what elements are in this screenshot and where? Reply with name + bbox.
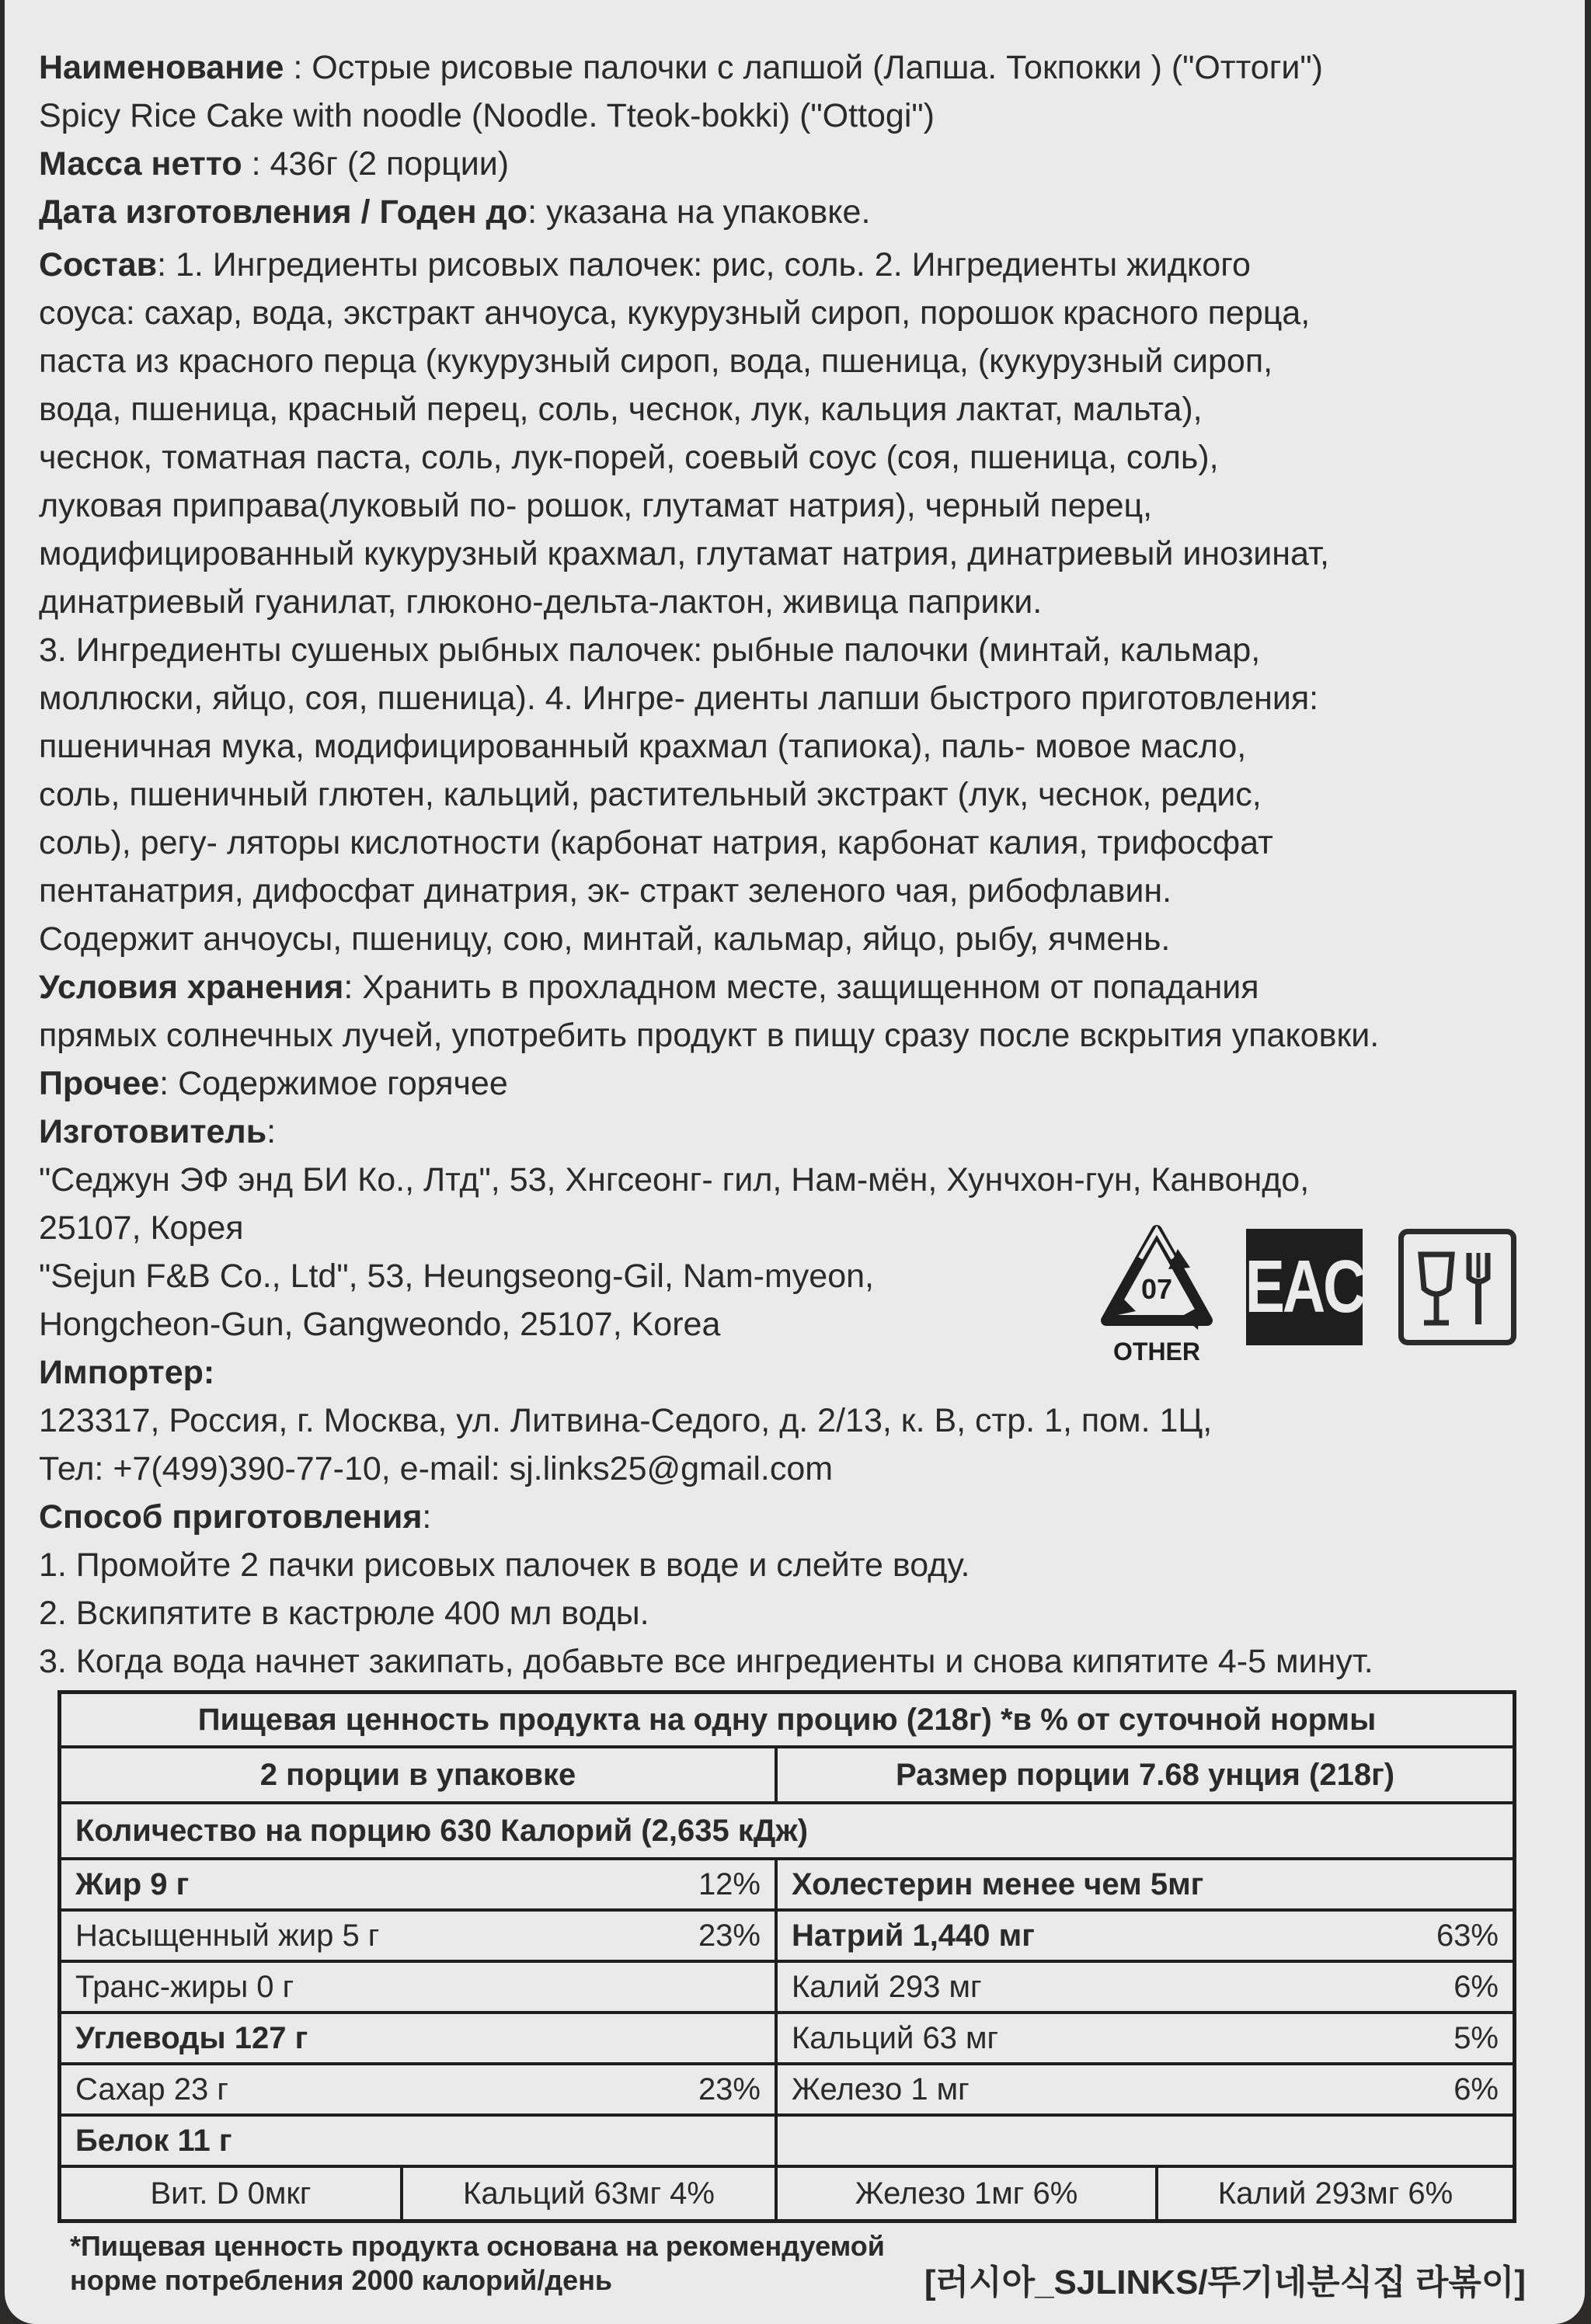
composition-text: соль), регу- ляторы кислотности (карбонат натрия, карбонат калия, трифосфат: [39, 824, 1273, 861]
storage-text: : Хранить в прохладном месте, защищенном от попадания: [343, 969, 1259, 1006]
importer-contact: Тел: +7(499)390-77-10, e-mail: sj.links25@gmail.com: [39, 1450, 834, 1487]
nutrient-sugar: Сахар 23 г: [75, 2072, 228, 2107]
manufacturer-text: "Седжун ЭФ энд БИ Ко., Лтд", 53, Хнгсеонг- гил, Нам-мён, Хунчхон-гун, Канвондо,: [39, 1161, 1310, 1199]
importer-address: 123317, Россия, г. Москва, ул. Литвина-Седого, д. 2/13, к. В, стр. 1, пом. 1Ц,: [39, 1402, 1213, 1439]
nutrient-trans-fat: Транс-жиры 0 г: [75, 1969, 294, 2004]
product-label: [5, 0, 1585, 2324]
preparation-label: Способ приготовления: [39, 1498, 423, 1536]
date-line: [39, 188, 1569, 236]
nutrient-fat: Жир 9 г: [75, 1867, 190, 1901]
nutrient-row: [61, 1912, 1513, 1963]
other-value: : Содержимое горячее: [159, 1065, 508, 1102]
vitamin-calcium: Кальций 63мг 4%: [403, 2168, 778, 2219]
glass-fork-icon: [1398, 1229, 1516, 1345]
importer-label: Импортер:: [39, 1354, 215, 1391]
composition-text: чеснок, томатная паста, соль, лук-порей, соевый соус (соя, пшеница, соль),: [39, 439, 1219, 476]
storage-label: Условия хранения: [39, 969, 344, 1006]
nutrient-row: [61, 1963, 1513, 2014]
recycle-code: 07: [1140, 1273, 1173, 1305]
name-english: Spicy Rice Cake with noodle (Noodle. Tteok-bokki) ("Ottogi"): [39, 97, 935, 134]
mass-line: [39, 140, 1569, 188]
nutrient-pct: 23%: [698, 1918, 761, 1953]
nutrient-protein: Белок 11 г: [75, 2123, 232, 2158]
composition-text: соль, пшеничный глютен, кальций, растительный экстракт (лук, чеснок, редис,: [39, 776, 1262, 813]
composition-text: паста из красного перца (кукурузный сироп, вода, пшеница, (кукурузный сироп,: [39, 343, 1273, 380]
footnote: [70, 2229, 885, 2298]
servings-per-package: 2 порции в упаковке: [61, 1748, 778, 1801]
date-label: Дата изготовления / Годен до: [39, 193, 528, 231]
nutrient-row: [61, 1860, 1513, 1912]
composition-text: модифицированный кукурузный крахмал, глутамат натрия, динатриевый инозинат,: [39, 535, 1329, 572]
nutrient-pct: 6%: [1453, 2072, 1499, 2107]
composition-text: вода, пшеница, красный перец, соль, чеснок, лук, кальция лактат, мальта),: [39, 391, 1203, 428]
vitamins-row: [61, 2168, 1513, 2219]
nutrient-row: [61, 2014, 1513, 2065]
composition-block: [39, 241, 1569, 963]
calories-per-serving: Количество на порцию 630 Калорий (2,635 кДж): [75, 1813, 809, 1848]
composition-text: : 1. Ингредиенты рисовых палочек: рис, соль. 2. Ингредиенты жидкого: [157, 246, 1251, 284]
nutrition-title-row: [61, 1694, 1513, 1748]
recycle-text: OTHER: [1113, 1338, 1200, 1366]
mass-label: Масса нетто: [39, 145, 242, 183]
nutrient-cholesterol: Холестерин менее чем 5мг: [792, 1867, 1204, 1901]
nutrient-pct: 6%: [1453, 1969, 1499, 2004]
name-value: : Острые рисовые палочки с лапшой (Лапша. Токпокки ) ("Оттоги"): [284, 49, 1323, 86]
preparation-step: 3. Когда вода начнет закипать, добавьте все ингредиенты и снова кипятите 4-5 минут.: [39, 1643, 1373, 1680]
composition-text: луковая приправа(луковый по- рошок, глутамат натрия), черный перец,: [39, 487, 1153, 524]
eac-text: EAC: [1245, 1245, 1364, 1328]
nutrition-title: Пищевая ценность продукта на одну процию (218г) *в % от суточной нормы: [197, 1702, 1377, 1737]
amount-row: [61, 1804, 1513, 1860]
composition-text: соуса: сахар, вода, экстракт анчоуса, кукурузный сироп, порошок красного перца,: [39, 294, 1311, 332]
preparation-step: 1. Промойте 2 пачки рисовых палочек в воде и слейте воду.: [39, 1546, 970, 1584]
mass-value: : 436г (2 порции): [242, 145, 510, 183]
nutrient-pct: 5%: [1453, 2020, 1499, 2055]
serving-size: Размер порции 7.68 унция (218г): [895, 1757, 1395, 1792]
preparation-step: 2. Вскипятите в кастрюле 400 мл воды.: [39, 1595, 649, 1632]
manufacturer-text: Hongcheon-Gun, Gangweondo, 25107, Korea: [39, 1306, 721, 1343]
composition-text: динатриевый гуанилат, глюконо-дельта-лактон, живица паприки.: [39, 583, 1043, 621]
nutrient-calcium: Кальций 63 мг: [792, 2020, 999, 2055]
other-line: [39, 1059, 1569, 1108]
manufacturer-heading: [39, 1108, 1569, 1156]
footnote-text: *Пищевая ценность продукта основана на рекомендуемой: [70, 2230, 885, 2262]
storage-text: прямых солнечных лучей, употребить продукт в пищу сразу после вскрытия упаковки.: [39, 1017, 1380, 1054]
vitamin-d: Вит. D 0мкг: [61, 2168, 403, 2219]
recycle-icon: [1091, 1221, 1223, 1376]
composition-text: 3. Ингредиенты сушеных рыбных палочек: рыбные палочки (минтай, кальмар,: [39, 631, 1261, 669]
nutrient-iron: Железо 1 мг: [792, 2072, 970, 2107]
composition-text: моллюски, яйцо, соя, пшеница). 4. Ингре- диенты лапши быстрого приготовления:: [39, 680, 1319, 717]
other-label: Прочее: [39, 1065, 160, 1102]
manufacturer-colon: :: [266, 1113, 277, 1150]
nutrient-sodium: Натрий 1,440 мг: [792, 1918, 1035, 1953]
composition-line: [39, 241, 1569, 289]
manufacturer-text: "Sejun F&B Co., Ltd", 53, Heungseong-Gil, Nam-myeon,: [39, 1258, 874, 1295]
nutrient-potassium: Калий 293 мг: [792, 1969, 982, 2004]
vitamin-iron: Железо 1мг 6%: [778, 2168, 1158, 2219]
nutrient-pct: 63%: [1436, 1918, 1499, 1953]
preparation-heading: [39, 1493, 1569, 1541]
nutrient-saturated-fat: Насыщенный жир 5 г: [75, 1918, 380, 1953]
composition-text: пшеничная мука, модифицированный крахмал (тапиока), паль- мовое масло,: [39, 728, 1247, 765]
certification-symbols: [1091, 1221, 1526, 1376]
composition-text: пентанатрия, дифосфат динатрия, эк- стракт зеленого чая, рибофлавин.: [39, 872, 1172, 910]
header-block: [39, 43, 1569, 236]
name-line: [39, 43, 1569, 92]
date-value: : указана на упаковке.: [527, 193, 871, 231]
composition-label: Состав: [39, 246, 158, 284]
nutrient-pct: 12%: [698, 1867, 761, 1901]
manufacturer-label: Изготовитель: [39, 1113, 267, 1150]
nutrient-carbs: Углеводы 127 г: [75, 2020, 308, 2055]
manufacturer-text: 25107, Корея: [39, 1209, 244, 1247]
preparation-colon: :: [422, 1498, 432, 1536]
eac-mark: [1246, 1229, 1363, 1345]
vitamin-potassium: Калий 293мг 6%: [1217, 2176, 1453, 2211]
nutrient-row: [61, 2117, 1513, 2168]
allergens-text: Содержит анчоусы, пшеницу, сою, минтай, кальмар, яйцо, рыбу, ячмень.: [39, 920, 1171, 958]
footnote-text: норме потребления 2000 калорий/день: [70, 2264, 613, 2296]
nutrient-row: [61, 2065, 1513, 2117]
nutrition-table: [57, 1690, 1516, 2223]
korean-tag: [러시아_SJLINKS/뚜기네분식집 라볶이]: [924, 2263, 1526, 2301]
servings-row: [61, 1748, 1513, 1804]
storage-line: [39, 963, 1569, 1011]
nutrient-pct: 23%: [698, 2072, 761, 2107]
name-label: Наименование: [39, 49, 284, 86]
